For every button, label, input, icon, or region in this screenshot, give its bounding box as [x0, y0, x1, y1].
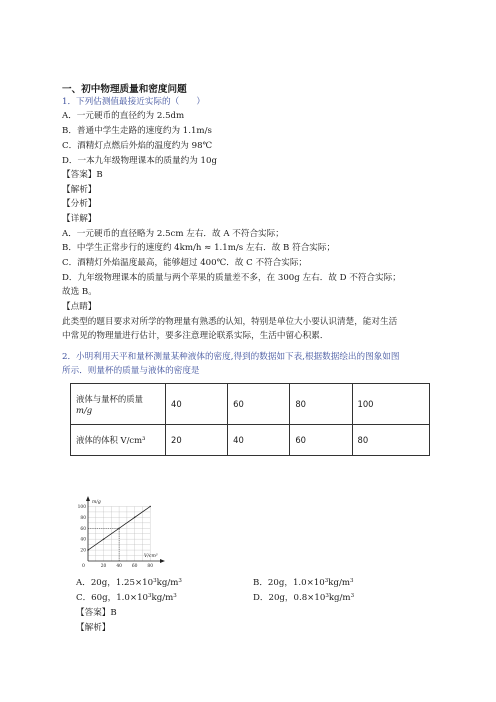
- option-text: 60g，1.0×10: [91, 593, 149, 603]
- table-cell-label: [71, 384, 166, 425]
- option-letter: C．: [76, 593, 92, 603]
- table-cell: 40: [228, 425, 290, 456]
- table-cell: 60: [290, 425, 352, 456]
- x-tick-label: 20: [100, 564, 107, 569]
- y-tick-labels: [78, 505, 87, 554]
- x-tick-label: 80: [147, 564, 154, 569]
- x-tick-label: 60: [131, 564, 138, 569]
- table-cell: 80: [290, 384, 352, 425]
- y-axis-label: m/g: [92, 500, 101, 505]
- option-unit-exp: 3: [178, 578, 182, 584]
- y-tick-label: 100: [77, 504, 86, 510]
- x-axis-label: V/cm³: [144, 554, 158, 559]
- q2-answer: 【答案】B: [76, 608, 117, 618]
- origin-label: 0: [82, 564, 85, 569]
- y-tick-label: 20: [80, 548, 86, 554]
- table-row: [71, 384, 430, 425]
- q2-option-a: [76, 578, 182, 589]
- table-cell: 20: [166, 425, 228, 456]
- section-title: 一、初中物理质量和密度问题: [62, 84, 187, 95]
- q1-comment-2: 中常见的物理量进行估计，要多注意理论联系实际，生活中留心积累．: [62, 331, 329, 341]
- option-exp: 3: [153, 578, 157, 584]
- x-axis-arrow: [160, 559, 165, 563]
- table-cell: 80: [352, 425, 429, 456]
- q2-stem-2: 所示．则量杯的质量与液体的密度是: [62, 366, 200, 376]
- q1-comment-1: 此类型的题目要求对所学的物理量有熟悉的认知，特别是单位大小要认识清楚，能对生活: [62, 317, 398, 327]
- option-exp: 3: [324, 578, 329, 584]
- table-cell: 60: [228, 384, 290, 425]
- q2-option-c: [76, 593, 177, 604]
- q1-detail-c: C．酒精灯外焰温度最高，能够超过 400℃．故 C 不符合实际；: [62, 258, 308, 268]
- q1-answer: 【答案】B: [62, 170, 103, 180]
- option-text: 20g，1.0×10: [267, 578, 325, 588]
- q2-option-b: [253, 578, 354, 589]
- q1-dianjing-tag: 【点睛】: [62, 302, 97, 312]
- table-cell-label: 液体的体积 V/cm³: [71, 425, 166, 456]
- q1-option-c: C．酒精灯点燃后外焰的温度约为 98℃: [62, 141, 213, 151]
- table-cell: 40: [166, 384, 228, 425]
- y-tick-label: 40: [80, 537, 86, 543]
- q1-option-d: D．一本九年级物理课本的质量约为 10g: [62, 156, 217, 166]
- option-unit-exp: 3: [350, 578, 354, 584]
- option-text: 20g，1.25×10: [90, 578, 154, 588]
- mass-volume-graph: [70, 495, 166, 571]
- x-tick-labels: [101, 564, 153, 569]
- q1-detail-b: B．中学生正常步行的速度约 4km/h ≈ 1.1m/s 左右．故 B 符合实际；: [62, 243, 336, 253]
- data-point: [134, 517, 135, 518]
- option-text: 20g，0.8×10: [268, 593, 326, 603]
- data-point: [103, 538, 104, 539]
- option-unit: kg/m: [156, 578, 179, 588]
- option-unit: kg/m: [328, 593, 351, 603]
- option-unit: kg/m: [151, 593, 174, 603]
- table-cell: 100: [352, 384, 429, 425]
- option-exp: 3: [148, 593, 152, 599]
- q1-stem: 1．下列估测值最接近实际的（ ）: [62, 97, 205, 107]
- row1-label-b: m/g: [76, 405, 93, 415]
- q1-conclusion: 故选 B。: [62, 287, 97, 297]
- q1-jiexi-tag: 【解析】: [62, 185, 97, 195]
- q1-option-a: A．一元硬币的直径约为 2.5dm: [62, 111, 185, 121]
- q2-stem-1: 2．小明利用天平和量杯测量某种液体的密度,得到的数据如下表,根据数据绘出的图象如图: [62, 352, 400, 362]
- q1-fenxi-tag: 【分析】: [62, 199, 97, 209]
- q1-xiangjie-tag: 【详解】: [62, 214, 97, 224]
- y-tick-label: 80: [80, 515, 86, 521]
- x-tick-label: 40: [116, 564, 122, 569]
- option-exp: 3: [325, 593, 329, 599]
- option-unit: kg/m: [328, 578, 351, 588]
- row1-label-a: 液体与量杯的质量: [76, 394, 143, 404]
- option-unit-exp: 3: [350, 593, 355, 599]
- data-point: [118, 528, 119, 529]
- option-letter: B．: [253, 578, 268, 588]
- q2-jiexi-tag: 【解析】: [76, 623, 111, 633]
- q1-detail-a: A．一元硬币的直径略为 2.5cm 左右．故 A 不符合实际；: [62, 229, 284, 239]
- q1-option-b: B．普通中学生走路的速度约为 1.1m/s: [62, 126, 212, 136]
- option-letter: A．: [76, 578, 91, 588]
- q2-option-d: [253, 593, 354, 604]
- y-axis-arrow: [86, 496, 90, 501]
- data-table: [70, 383, 430, 456]
- y-tick-label: 60: [80, 526, 86, 532]
- table-row: [71, 425, 430, 456]
- data-point: [150, 506, 151, 507]
- data-point: [87, 549, 88, 550]
- option-unit-exp: 3: [173, 593, 177, 599]
- q1-detail-d: D．九年级物理课本的质量与两个苹果的质量差不多，在 300g 左右．故 D 不符合实际；: [62, 273, 401, 283]
- option-letter: D．: [253, 593, 269, 603]
